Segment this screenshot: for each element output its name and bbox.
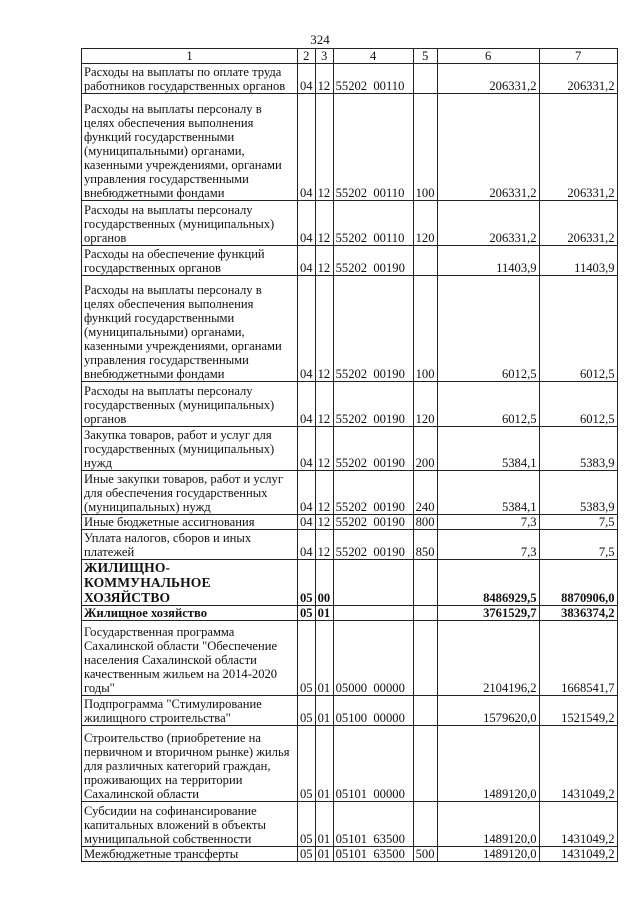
amount-col6-cell: 6012,5 (437, 382, 539, 427)
header-cell: 4 (333, 49, 413, 64)
row-name-cell: Иные бюджетные ассигнования (82, 515, 298, 530)
expense-type-cell: 120 (413, 382, 437, 427)
header-row (82, 49, 618, 64)
amount-col6-cell: 7,3 (437, 530, 539, 560)
subsection-code-cell: 12 (315, 246, 333, 276)
amount-col6-cell: 206331,2 (437, 201, 539, 246)
table-row (82, 64, 618, 94)
subsection-code-cell: 12 (315, 530, 333, 560)
expense-type-cell: 120 (413, 201, 437, 246)
subsection-code-cell: 12 (315, 515, 333, 530)
section-code-cell: 05 (298, 560, 316, 606)
expense-type-cell: 100 (413, 276, 437, 382)
amount-col7-cell: 206331,2 (539, 94, 617, 201)
subsection-code-cell: 12 (315, 276, 333, 382)
section-code-cell: 05 (298, 696, 316, 726)
subsection-code-cell: 12 (315, 471, 333, 515)
subsection-code-cell: 12 (315, 64, 333, 94)
section-code-cell: 04 (298, 382, 316, 427)
table-row (82, 560, 618, 606)
table-row (82, 515, 618, 530)
table-row (82, 246, 618, 276)
header-cell: 1 (82, 49, 298, 64)
target-code-cell: 55202 00190 (333, 427, 413, 471)
row-name-cell: Расходы на выплаты персоналу государственных (муниципальных) органов (82, 201, 298, 246)
subsection-code-cell: 01 (315, 802, 333, 847)
section-code-cell: 05 (298, 606, 316, 621)
amount-col7-cell: 1521549,2 (539, 696, 617, 726)
target-code-cell: 05100 00000 (333, 696, 413, 726)
amount-col7-cell: 6012,5 (539, 382, 617, 427)
target-code-cell (333, 560, 413, 606)
amount-col7-cell: 3836374,2 (539, 606, 617, 621)
row-name-cell: Субсидии на софинансирование капитальных вложений в объекты муниципальной собственности (82, 802, 298, 847)
table-row (82, 382, 618, 427)
amount-col6-cell: 7,3 (437, 515, 539, 530)
amount-col6-cell: 6012,5 (437, 276, 539, 382)
subsection-code-cell: 12 (315, 427, 333, 471)
section-code-cell: 04 (298, 427, 316, 471)
row-name-cell: Закупка товаров, работ и услуг для государственных (муниципальных) нужд (82, 427, 298, 471)
table-row (82, 606, 618, 621)
header-cell: 7 (539, 49, 617, 64)
section-code-cell: 04 (298, 201, 316, 246)
subsection-code-cell: 01 (315, 606, 333, 621)
target-code-cell: 05101 63500 (333, 802, 413, 847)
row-name-cell: Строительство (приобретение на первичном и вторичном рынке) жилья для различных категорий граждан, проживающих на территории Сахалинской области (82, 726, 298, 802)
expense-type-cell: 800 (413, 515, 437, 530)
amount-col7-cell: 5383,9 (539, 427, 617, 471)
expense-type-cell (413, 606, 437, 621)
amount-col6-cell: 1489120,0 (437, 802, 539, 847)
subsection-code-cell: 12 (315, 382, 333, 427)
table-row (82, 696, 618, 726)
amount-col6-cell: 11403,9 (437, 246, 539, 276)
amount-col7-cell: 206331,2 (539, 64, 617, 94)
row-name-cell: Расходы на обеспечение функций государственных органов (82, 246, 298, 276)
section-code-cell: 05 (298, 802, 316, 847)
section-code-cell: 04 (298, 471, 316, 515)
expense-type-cell: 100 (413, 94, 437, 201)
expense-type-cell: 850 (413, 530, 437, 560)
expense-type-cell: 240 (413, 471, 437, 515)
table-row (82, 726, 618, 802)
amount-col7-cell: 1431049,2 (539, 802, 617, 847)
row-name-cell: Расходы на выплаты персоналу государственных (муниципальных) органов (82, 382, 298, 427)
header-cell: 6 (437, 49, 539, 64)
table-row (82, 427, 618, 471)
table-row (82, 847, 618, 862)
section-code-cell: 04 (298, 515, 316, 530)
header-cell: 3 (315, 49, 333, 64)
target-code-cell: 55202 00110 (333, 94, 413, 201)
amount-col6-cell: 5384,1 (437, 427, 539, 471)
target-code-cell: 55202 00190 (333, 382, 413, 427)
expense-type-cell: 500 (413, 847, 437, 862)
row-name-cell: Расходы на выплаты персоналу в целях обеспечения выполнения функций государственными (муниципальными) органами, казенными учреждениями, органами управления государственными внебюджетными фондами (82, 94, 298, 201)
target-code-cell: 55202 00190 (333, 530, 413, 560)
section-code-cell: 04 (298, 64, 316, 94)
table-row (82, 471, 618, 515)
table-row (82, 201, 618, 246)
expense-type-cell (413, 696, 437, 726)
subsection-code-cell: 12 (315, 201, 333, 246)
row-name-cell: Расходы на выплаты по оплате труда работников государственных органов (82, 64, 298, 94)
table-row (82, 94, 618, 201)
amount-col7-cell: 1431049,2 (539, 847, 617, 862)
amount-col7-cell: 5383,9 (539, 471, 617, 515)
header-cell: 5 (413, 49, 437, 64)
amount-col6-cell: 1489120,0 (437, 726, 539, 802)
amount-col7-cell: 6012,5 (539, 276, 617, 382)
amount-col7-cell: 7,5 (539, 515, 617, 530)
row-name-cell: Иные закупки товаров, работ и услуг для обеспечения государственных (муниципальных) нужд (82, 471, 298, 515)
amount-col6-cell: 1579620,0 (437, 696, 539, 726)
expense-type-cell (413, 246, 437, 276)
amount-col6-cell: 5384,1 (437, 471, 539, 515)
expense-type-cell (413, 560, 437, 606)
subsection-code-cell: 12 (315, 94, 333, 201)
section-code-cell: 04 (298, 530, 316, 560)
table-row (82, 530, 618, 560)
section-code-cell: 04 (298, 246, 316, 276)
target-code-cell (333, 606, 413, 621)
amount-col7-cell: 7,5 (539, 530, 617, 560)
amount-col7-cell: 11403,9 (539, 246, 617, 276)
row-name-cell: Расходы на выплаты персоналу в целях обеспечения выполнения функций государственными (муниципальными) органами, казенными учреждениями, органами управления государственными внебюджетными фондами (82, 276, 298, 382)
target-code-cell: 55202 00190 (333, 515, 413, 530)
page-number: 324 (310, 32, 330, 47)
amount-col6-cell: 1489120,0 (437, 847, 539, 862)
expense-type-cell (413, 621, 437, 696)
section-code-cell: 05 (298, 726, 316, 802)
amount-col7-cell: 1431049,2 (539, 726, 617, 802)
expense-type-cell: 200 (413, 427, 437, 471)
target-code-cell: 05101 00000 (333, 726, 413, 802)
table-row (82, 802, 618, 847)
row-name-cell: Межбюджетные трансферты (82, 847, 298, 862)
row-name-cell: Уплата налогов, сборов и иных платежей (82, 530, 298, 560)
target-code-cell: 05101 63500 (333, 847, 413, 862)
amount-col6-cell: 206331,2 (437, 94, 539, 201)
expense-type-cell (413, 726, 437, 802)
subsection-code-cell: 01 (315, 696, 333, 726)
expense-type-cell (413, 64, 437, 94)
target-code-cell: 55202 00110 (333, 64, 413, 94)
expense-type-cell (413, 802, 437, 847)
target-code-cell: 55202 00190 (333, 246, 413, 276)
row-name-cell: Жилищное хозяйство (82, 606, 298, 621)
row-name-cell: Государственная программа Сахалинской области "Обеспечение населения Сахалинской области качественным жильем на 2014-2020 годы" (82, 621, 298, 696)
section-code-cell: 04 (298, 94, 316, 201)
target-code-cell: 55202 00190 (333, 276, 413, 382)
section-code-cell: 05 (298, 847, 316, 862)
section-code-cell: 04 (298, 276, 316, 382)
table-row (82, 621, 618, 696)
amount-col6-cell: 8486929,5 (437, 560, 539, 606)
target-code-cell: 55202 00110 (333, 201, 413, 246)
row-name-cell: Подпрограмма "Стимулирование жилищного строительства" (82, 696, 298, 726)
amount-col6-cell: 3761529,7 (437, 606, 539, 621)
budget-table (81, 48, 618, 862)
subsection-code-cell: 00 (315, 560, 333, 606)
section-code-cell: 05 (298, 621, 316, 696)
amount-col7-cell: 8870906,0 (539, 560, 617, 606)
amount-col6-cell: 206331,2 (437, 64, 539, 94)
target-code-cell: 55202 00190 (333, 471, 413, 515)
table-row (82, 276, 618, 382)
amount-col7-cell: 206331,2 (539, 201, 617, 246)
amount-col6-cell: 2104196,2 (437, 621, 539, 696)
subsection-code-cell: 01 (315, 621, 333, 696)
subsection-code-cell: 01 (315, 847, 333, 862)
amount-col7-cell: 1668541,7 (539, 621, 617, 696)
subsection-code-cell: 01 (315, 726, 333, 802)
header-cell: 2 (298, 49, 316, 64)
row-name-cell: ЖИЛИЩНО-КОММУНАЛЬНОЕ ХОЗЯЙСТВО (82, 560, 298, 606)
target-code-cell: 05000 00000 (333, 621, 413, 696)
